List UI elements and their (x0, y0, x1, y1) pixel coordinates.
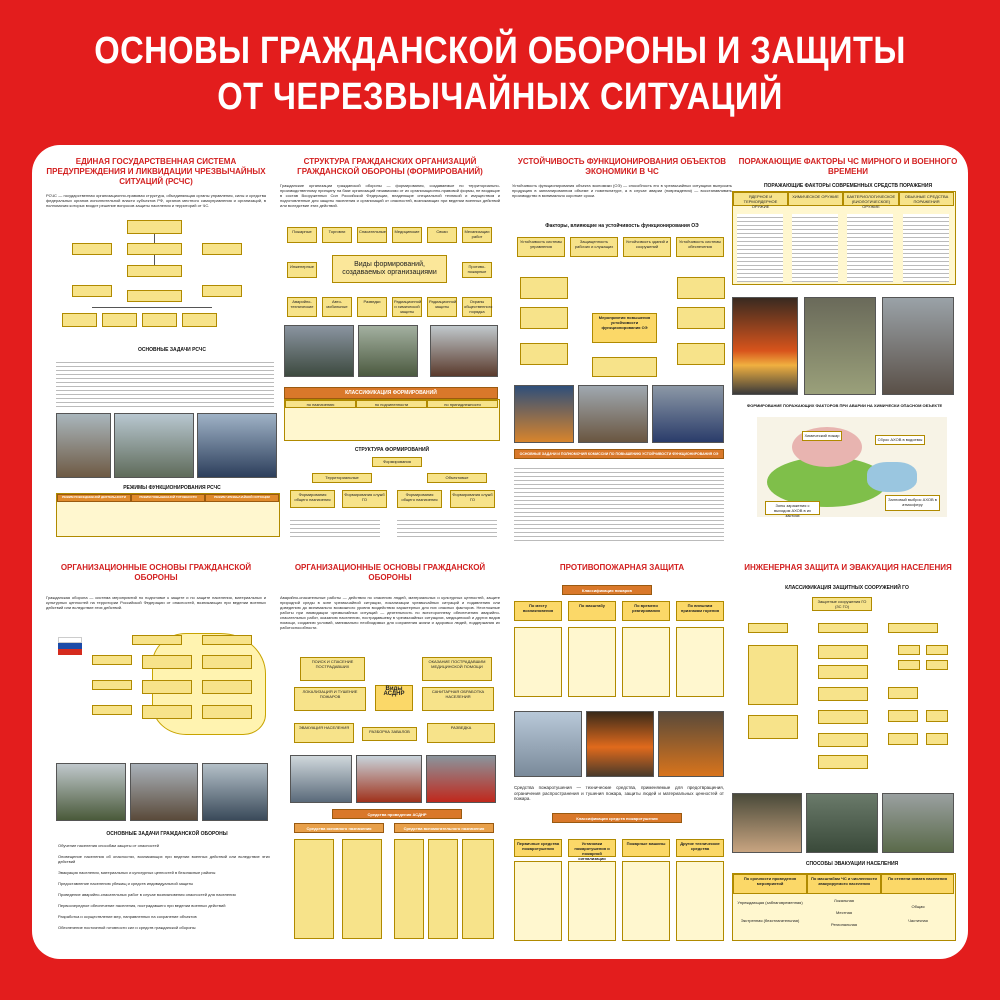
asdnr-node: РАЗБОРКА ЗАВАЛОВ (362, 727, 417, 741)
node (818, 665, 868, 679)
node: Охраны общественного порядка (462, 297, 492, 317)
node (818, 623, 868, 633)
node: Радиационной и химической защиты (392, 297, 422, 317)
fire-col-head: По масштабу (568, 601, 616, 621)
fire-means-col (622, 861, 670, 941)
class-head: по назначению (285, 400, 356, 408)
weapon-head: ОБЫЧНЫЕ СРЕДСТВА ПОРАЖЕНИЯ (899, 192, 954, 206)
asdnr-node: САНИТАРНАЯ ОБРАБОТКА НАСЕЛЕНИЯ (422, 687, 494, 711)
fire-means-col (676, 861, 724, 941)
section-asdnr (280, 563, 500, 630)
node: Разведки (357, 297, 387, 317)
section-intro: РСЧС — государственная организационно-правовая структура, объединяющая органы управления, силы и средства федеральных органов исполнительной власти субъектов РФ, органов местного самоуправления и организаций, в полномочия которых входит решение вопросов защиты населения и территорий от ЧС. (46, 193, 266, 208)
chem-label: Залповый выброс АХОВ в атмосферу (885, 495, 940, 511)
fire-means-title: Классификация средств пожаротушения (552, 813, 682, 823)
weapon-head: ЯДЕРНОЕ И ТЕРМОЯДЕРНОЕ ОРУЖИЕ (733, 192, 788, 206)
section-rschs (46, 157, 266, 208)
section-factors (738, 157, 958, 177)
section-title: ПРОТИВОПОЖАРНАЯ ЗАЩИТА (559, 563, 685, 572)
node: Механизации работ (462, 227, 492, 243)
evac-title: СПОСОБЫ ЭВАКУАЦИИ НАСЕЛЕНИЯ (805, 861, 899, 867)
class-table (284, 399, 500, 441)
chem-label: Химический пожар (802, 431, 842, 441)
fire-def: Средства пожаротушения — технические средства, применяемые для предотвращения, ограничения распространения и тушения пожара, защиты людей и материальных ценностей от пожара. (514, 785, 724, 801)
mode-3: РЕЖИМ ЧРЕЗВЫЧАЙНОЙ СИТУАЦИИ (205, 494, 279, 502)
node (202, 655, 252, 669)
node (92, 680, 132, 690)
fire-class-title: Классификация пожаров (562, 585, 652, 595)
section-intro: Аварийно-спасательные работы — действия по спасению людей, материальных и культурных ценностей, защите природной среды в зоне чрезвычайной ситуации, локализации чрезвычайных ситуаций и подавлению или доведению до минимально возможного уровня воздействия характерных для них опасных факторов. Неотложные работы при ликвидации чрезвычайных ситуаций — деятельность по всестороннему обеспечению аварийно-спасательных работ, оказанию населению, пострадавшему в чрезвычайных ситуациях, медицинской и других видов помощи, созданию условий, минимально необходимых для сохранения жизни и здоровья людей, поддержания их работоспособности. (280, 595, 500, 630)
russia-flag (58, 637, 82, 655)
shelter-class-title: КЛАССИФИКАЦИЯ ЗАЩИТНЫХ СООРУЖЕНИЙ ГО (785, 585, 909, 591)
node (888, 687, 918, 699)
chem-label: Сброс АХОВ в водоемы (875, 435, 925, 445)
node: Аварийно-технические (287, 297, 317, 317)
title-line-2: ОТ ЧЕРЕЗВЫЧАЙНЫХ СИТУАЦИЙ (217, 76, 783, 118)
photo-10 (56, 763, 126, 821)
section-intro: Устойчивость функционирования объекта экономики (ОЭ) — способность его в чрезвычайных ситуациях выпускать продукцию в запланированном объеме и номенклатуре, а в случае аварии (повреждения) — восстанавливать производство в минимально короткие сроки. (512, 183, 732, 198)
factor: Устойчивость системы обеспечения (676, 237, 724, 257)
means-title: Средства проведения АСДНР (332, 809, 462, 819)
photo-5 (358, 325, 418, 377)
struct-node: Формирования общего назначения (290, 490, 335, 508)
fire-means-head: Первичные средства пожаротушения (514, 839, 562, 857)
photo-16 (514, 711, 582, 777)
node (888, 623, 938, 633)
fire-means-col (568, 861, 616, 941)
means-col (342, 839, 382, 939)
photo-4 (284, 325, 354, 377)
struct-text (397, 517, 497, 539)
photo-13 (290, 755, 352, 803)
node (898, 660, 920, 670)
shelter-diagram (738, 615, 953, 785)
node (142, 655, 192, 669)
node (818, 755, 868, 769)
evac-head: По масштабам ЧС и численности эвакуируемого населения (807, 874, 881, 894)
class-head: по подчиненности (356, 400, 427, 408)
weapon-head: БАКТЕРИОЛОГИЧЕСКОЕ (БИОЛОГИЧЕСКОЕ) ОРУЖИЕ (843, 192, 899, 206)
factors-subtitle: ПОРАЖАЮЩИЕ ФАКТОРЫ СОВРЕМЕННЫХ СРЕДСТВ ПОРАЖЕНИЯ (763, 183, 933, 189)
fire-col-head: По месту возникновения (514, 601, 562, 621)
class-title: КЛАССИФИКАЦИЯ ФОРМИРОВАНИЙ (284, 387, 498, 399)
go-task: Обучение населения способам защиты от опасностей (58, 843, 159, 848)
section-intro: Гражданская оборона — система мероприятий по подготовке к защите и по защите населения, материальных и культурных ценностей на территории Российской Федерации от опасностей, возникающих при ведении военных действий или вследствие этих действий. (46, 595, 266, 610)
means-col (428, 839, 458, 939)
node (202, 705, 252, 719)
weapon-text (737, 214, 783, 282)
asdnr-node: ПОИСК И СПАСЕНИЕ ПОСТРАДАВШИХ (300, 657, 365, 681)
evac-cell: Региональная (830, 922, 858, 927)
go-task: Предоставление населению убежищ и средств индивидуальной защиты (58, 881, 194, 886)
photo-ruins (882, 297, 954, 395)
weapon-text (903, 214, 949, 282)
section-engineering (738, 563, 958, 573)
means-1: Средства основного назначения (294, 823, 384, 833)
section-title: ЕДИНАЯ ГОСУДАРСТВЕННАЯ СИСТЕМА ПРЕДУПРЕЖДЕНИЯ И ЛИКВИДАЦИИ ЧРЕЗВЫЧАЙНЫХ СИТУАЦИЙ (РСЧС) (46, 157, 266, 186)
evac-cell: Частичная (908, 918, 928, 923)
class-head: по принадлежности (427, 400, 498, 408)
weapon-head: ХИМИЧЕСКОЕ ОРУЖИЕ (788, 192, 843, 206)
go-task: Первоочередное обеспечение населения, пострадавшего при ведении военных действий (58, 903, 226, 908)
struct-text (290, 517, 380, 539)
evac-cell: Экстренная (безотлагательная) (740, 918, 800, 923)
means-2: Средства вспомогательного назначения (394, 823, 494, 833)
section-fire (512, 563, 732, 573)
diagram-node (127, 290, 182, 302)
go-task: Эвакуация населения, материальных и культурных ценностей в безопасные районы (58, 870, 216, 875)
node (142, 705, 192, 719)
node: Радиационной защиты (427, 297, 457, 317)
asdnr-node: ОКАЗАНИЕ ПОСТРАДАВШИМ МЕДИЦИНСКОЙ ПОМОЩИ (422, 657, 492, 681)
node (92, 655, 132, 665)
node (898, 645, 920, 655)
node (888, 710, 918, 722)
section-formations (280, 157, 500, 208)
photo-nuclear (732, 297, 798, 395)
photo-6 (430, 325, 498, 377)
node (132, 635, 182, 645)
evac-cell: Локальная (834, 898, 854, 903)
measure (520, 307, 568, 329)
center-node: Мероприятия повышения устойчивости функционирования ОЭ (592, 313, 657, 343)
section-title: УСТОЙЧИВОСТЬ ФУНКЦИОНИРОВАНИЯ ОБЪЕКТОВ ЭКОНОМИКИ В ЧС (517, 157, 727, 176)
node (818, 710, 868, 724)
photo-21 (882, 793, 954, 853)
node (142, 680, 192, 694)
shelter-root: Защитные сооружения ГО (ЗС ГО) (812, 597, 872, 611)
measure (520, 277, 568, 299)
evac-head: По степени охвата населения (881, 874, 954, 894)
fire-col (622, 627, 670, 697)
measure (677, 277, 725, 299)
photo-20 (806, 793, 878, 853)
mode-2: РЕЖИМ ПОВЫШЕННОЙ ГОТОВНОСТИ (131, 494, 205, 502)
diagram-node (202, 243, 242, 255)
tasks-title: ОСНОВНЫЕ ЗАДАЧИ И ПОЛНОМОЧИЯ КОМИССИИ ПО ПОВЫШЕНИЮ УСТОЙЧИВОСТИ ФУНКЦИОНИРОВАНИЯ ОЭ (514, 449, 724, 459)
node: Противо-пожарные (462, 262, 492, 278)
diagram-node (102, 313, 137, 327)
node: Пожарные (287, 227, 317, 243)
factor: Защищенность рабочих и служащих (570, 237, 618, 257)
tasks-text (514, 465, 724, 541)
tasks-title: ОСНОВНЫЕ ЗАДАЧИ РСЧС (138, 347, 206, 353)
node: Спасательные (357, 227, 387, 243)
weapons-table (732, 191, 956, 285)
fire-col (568, 627, 616, 697)
photo-17 (586, 711, 654, 777)
means-col (294, 839, 334, 939)
asdnr-node: РАЗВЕДКА (427, 723, 495, 743)
section-stability (512, 157, 732, 198)
node (748, 645, 798, 705)
evac-head: По срочности проведения мероприятий (733, 874, 807, 894)
section-title: СТРУКТУРА ГРАЖДАНСКИХ ОРГАНИЗАЦИЙ ГРАЖДАНСКОЙ ОБОРОНЫ (ФОРМИРОВАНИЙ) (297, 157, 483, 176)
evac-cell: Местная (835, 910, 853, 915)
node (202, 635, 252, 645)
node (202, 680, 252, 694)
node: Авто-мобильные (322, 297, 352, 317)
fire-means-head: Другие технические средства (676, 839, 724, 857)
formations-diagram (287, 227, 497, 322)
struct-node: Формирования общего назначения (397, 490, 442, 508)
formations-node: Формирования (372, 457, 422, 467)
asdnr-node: ЭВАКУАЦИЯ НАСЕЛЕНИЯ (294, 723, 354, 743)
photo-chem (804, 297, 876, 395)
photo-19 (732, 793, 802, 853)
node (926, 710, 948, 722)
means-col (394, 839, 424, 939)
go-task: Проведение аварийно-спасательных работ в случае возникновения опасностей для населения (58, 892, 236, 897)
section-intro: Гражданские организации гражданской обороны — формирования, создаваемые по территориально-производственному принципу на базе организаций независимо от их организационно-правовой формы, не входящие в состав Вооруженных Сил Российской Федерации, владеющие специальной техникой и имуществом и подготовленные для защиты населения и организаций от опасностей, возникающих при ведении военных действий или вследствие этих действий. (280, 183, 500, 208)
evac-cell: Упреждающая (заблаговременная) (737, 900, 803, 905)
struct-node: Формирования служб ГО (450, 490, 495, 508)
photo-3 (197, 413, 277, 478)
page-title (70, 28, 930, 120)
diagram-node (127, 265, 182, 277)
node: Инженерные (287, 262, 317, 278)
factor: Устойчивость системы управления (517, 237, 565, 257)
center-node: Виды формирований, создаваемых организациями (332, 255, 447, 283)
go-diagram (92, 635, 272, 735)
diagram-node (202, 285, 242, 297)
diagram-node (127, 220, 182, 234)
measure (677, 307, 725, 329)
go-tasks-title: ОСНОВНЫЕ ЗАДАЧИ ГРАЖДАНСКОЙ ОБОРОНЫ (106, 831, 228, 837)
asdnr-center: Виды АСДНР (375, 685, 413, 711)
fire-means-head: Установки пожаротушения и пожарной сигнализации (568, 839, 616, 857)
struct-title: СТРУКТУРА ФОРМИРОВАНИЙ (354, 447, 430, 453)
node (926, 733, 948, 745)
go-task: Разработка и осуществление мер, направленных на сохранение объектов (58, 914, 197, 919)
evac-table (732, 873, 956, 941)
chem-title: ФОРМИРОВАНИЕ ПОРАЖАЮЩИХ ФАКТОРОВ ПРИ АВАРИИ НА ХИМИЧЕСКИ ОПАСНОМ ОБЪЕКТЕ (746, 403, 943, 408)
asdnr-node: ЛОКАЛИЗАЦИЯ И ТУШЕНИЕ ПОЖАРОВ (294, 687, 366, 711)
section-go-basics (46, 563, 266, 610)
node (748, 623, 788, 633)
node (926, 645, 948, 655)
node (92, 705, 132, 715)
photo-15 (426, 755, 496, 803)
chem-label: Зоны заражения с выходом АХОВ в их застоях (765, 501, 820, 515)
diagram-node (72, 243, 112, 255)
fire-col (676, 627, 724, 697)
diagram-node (182, 313, 217, 327)
means-col (462, 839, 494, 939)
diagram-node (62, 313, 97, 327)
rschs-diagram (62, 215, 262, 335)
section-title: ОРГАНИЗАЦИОННЫЕ ОСНОВЫ ГРАЖДАНСКОЙ ОБОРОНЫ (294, 563, 486, 582)
weapon-text (792, 214, 838, 282)
node (926, 660, 948, 670)
photo-18 (658, 711, 724, 777)
node: Связи (427, 227, 457, 243)
diagram-node (127, 243, 182, 255)
modes-title: РЕЖИМЫ ФУНКЦИОНИРОВАНИЯ РСЧС (123, 485, 221, 491)
evac-cell: Общая (911, 904, 925, 909)
connector (154, 234, 155, 243)
fire-means-col (514, 861, 562, 941)
go-task: Обеспечение постоянной готовности сил и средств гражданской обороны (58, 925, 196, 930)
mode-1: РЕЖИМ ПОВСЕДНЕВНОЙ ДЕЯТЕЛЬНОСТИ (57, 494, 131, 502)
factors-title: Факторы, влияющие на устойчивость функционирования ОЭ (545, 223, 699, 229)
node: Медицинские (392, 227, 422, 243)
photo-1 (56, 413, 111, 478)
white-board (32, 145, 968, 959)
photo-12 (202, 763, 268, 821)
node (818, 733, 868, 747)
node (818, 645, 868, 659)
photo-9 (652, 385, 724, 443)
photo-2 (114, 413, 194, 478)
diagram-node (72, 285, 112, 297)
measure (677, 343, 725, 365)
section-title: ИНЖЕНЕРНАЯ ЗАЩИТА И ЭВАКУАЦИЯ НАСЕЛЕНИЯ (744, 563, 952, 572)
weapon-text (847, 214, 893, 282)
go-tasks-list (58, 843, 270, 936)
water (867, 462, 917, 492)
photo-11 (130, 763, 198, 821)
fire-col-head: По времени реагирования (622, 601, 670, 621)
section-title: ОРГАНИЗАЦИОННЫЕ ОСНОВЫ ГРАЖДАНСКОЙ ОБОРОНЫ (60, 563, 252, 582)
node (888, 733, 918, 745)
node: Торговли (322, 227, 352, 243)
tasks-text (56, 359, 274, 409)
connector (154, 255, 155, 265)
factor: Устойчивость зданий и сооружений (623, 237, 671, 257)
fire-col-head: По внешним признакам горения (676, 601, 724, 621)
photo-14 (356, 755, 422, 803)
section-title: ПОРАЖАЮЩИЕ ФАКТОРЫ ЧС МИРНОГО И ВОЕННОГО ВРЕМЕНИ (738, 157, 958, 176)
object-node: Объектовые (427, 473, 487, 483)
title-line-1: ОСНОВЫ ГРАЖДАНСКОЙ ОБОРОНЫ И ЗАЩИТЫ (94, 30, 906, 72)
photo-8 (578, 385, 648, 443)
diagram-node (142, 313, 177, 327)
struct-node: Формирования служб ГО (342, 490, 387, 508)
modes-table (56, 493, 280, 537)
go-task: Оповещение населения об опасностях, возникающих при ведении военных действий или вследствие этих действий (58, 854, 270, 864)
node (748, 715, 798, 739)
connector (92, 307, 212, 308)
territorial-node: Территориальные (312, 473, 372, 483)
measure (520, 343, 568, 365)
photo-7 (514, 385, 574, 443)
fire-means-head: Пожарные машины (622, 839, 670, 857)
chem-scene (757, 417, 947, 517)
measure (592, 357, 657, 377)
node (818, 687, 868, 701)
fire-col (514, 627, 562, 697)
